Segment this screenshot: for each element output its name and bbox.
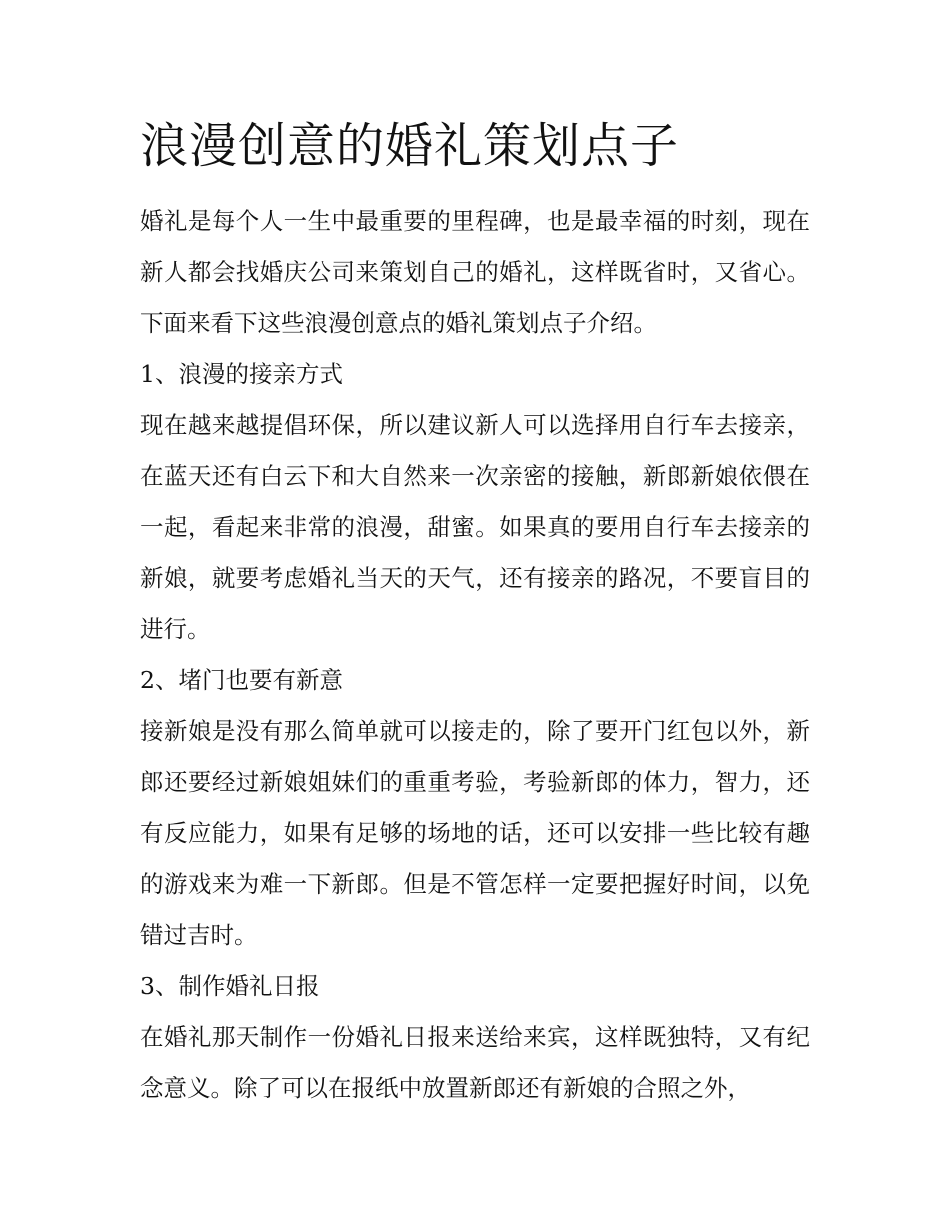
section-heading-2: 2、堵门也要有新意 (140, 666, 343, 694)
section-paragraph-1: 现在越来越提倡环保，所以建议新人可以选择用自行车去接亲，在蓝天还有白云下和大自然来一次亲密的接触，新郎新娘依偎在一起，看起来非常的浪漫，甜蜜。如果真的要用自行车去接亲的新娘，就要考虑婚礼当天的天气，还有接亲的路况，不要盲目的进行。 (140, 411, 810, 643)
section-paragraph-2: 接新娘是没有那么简单就可以接走的，除了要开门红包以外，新郎还要经过新娘姐妹们的重重考验，考验新郎的体力，智力，还有反应能力，如果有足够的场地的话，还可以安排一些比较有趣的游戏来为难一下新郎。但是不管怎样一定要把握好时间，以免错过吉时。 (140, 717, 810, 949)
section-heading-1: 1、浪漫的接亲方式 (140, 360, 343, 388)
intro-paragraph: 婚礼是每个人一生中最重要的里程碑，也是最幸福的时刻，现在新人都会找婚庆公司来策划自己的婚礼，这样既省时，又省心。下面来看下这些浪漫创意点的婚礼策划点子介绍。 (140, 207, 810, 337)
document-body (140, 196, 810, 1114)
section-heading-3: 3、制作婚礼日报 (140, 972, 320, 1000)
document-title: 浪漫创意的婚礼策划点子 (140, 118, 680, 174)
section-paragraph-3: 在婚礼那天制作一份婚礼日报来送给来宾，这样既独特，又有纪念意义。除了可以在报纸中放置新郎还有新娘的合照之外， (140, 1023, 810, 1102)
